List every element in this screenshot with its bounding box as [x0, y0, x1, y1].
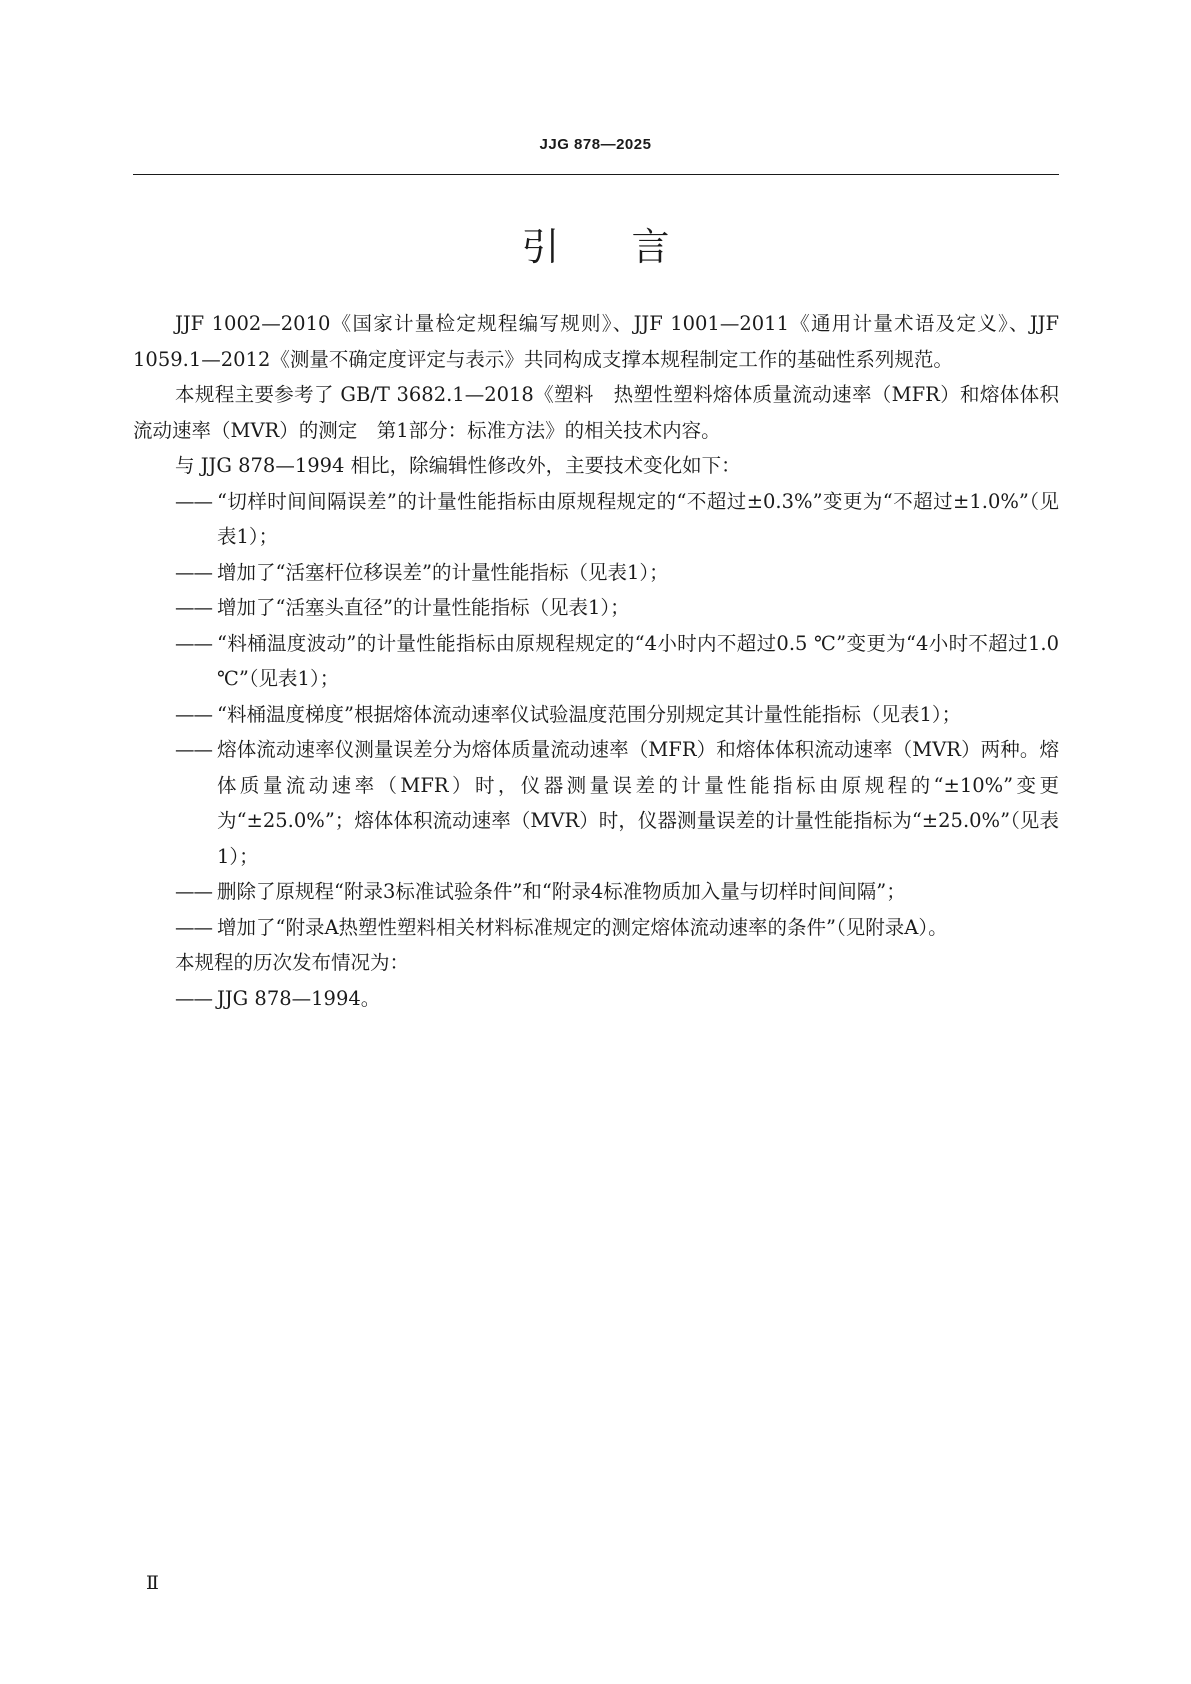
intro-paragraph-references: JJF 1002—2010《国家计量检定规程编写规则》、JJF 1001—2011《通用计量术语及定义》、JJF 1059.1—2012《测量不确定度评定与表示》共同构成支撑本规程制定工作的基础性系列规范。 — [133, 312, 1059, 371]
change-item — [133, 555, 1059, 591]
dash-mark: —— — [175, 489, 212, 513]
document-code-header: JJG 878—2025 — [539, 136, 652, 153]
history-lead-paragraph: 本规程的历次发布情况为： — [175, 951, 410, 974]
dash-mark: —— — [175, 631, 212, 655]
change-item — [133, 874, 1059, 910]
change-item — [133, 732, 1059, 874]
change-item-text: “切样时间间隔误差”的计量性能指标由原规程规定的“不超过±0.3%”变更为“不超过±1.0%”（见表1）； — [217, 489, 1059, 548]
history-item — [133, 981, 1059, 1017]
change-item — [133, 626, 1059, 697]
change-item-text: 增加了“活塞杆位移误差”的计量性能指标（见表1）； — [217, 560, 669, 584]
header-rule — [133, 174, 1059, 175]
dash-mark: —— — [175, 596, 212, 619]
intro-paragraph-changes-lead: 与 JJG 878—1994 相比，除编辑性修改外，主要技术变化如下： — [175, 454, 741, 477]
change-item — [133, 590, 1059, 626]
document-body — [133, 306, 1059, 1016]
dash-mark: —— — [175, 560, 212, 584]
change-item-text: 熔体流动速率仪测量误差分为熔体质量流动速率（MFR）和熔体体积流动速率（MVR）两种。熔体质量流动速率（MFR）时，仪器测量误差的计量性能指标由原规程的“±10%”变更为“±25.0%”；熔体体积流动速率（MVR）时，仪器测量误差的计量性能指标为“±25.0%”（见表1）； — [217, 738, 1059, 868]
change-item-text: 删除了原规程“附录3标准试验条件”和“附录4标准物质加入量与切样时间间隔”； — [217, 880, 906, 903]
change-item — [133, 910, 1059, 946]
change-item-text: 增加了“附录A热塑性塑料相关材料标准规定的测定熔体流动速率的条件”（见附录A）。 — [217, 915, 948, 939]
change-item-text: “料桶温度波动”的计量性能指标由原规程规定的“4小时内不超过0.5 ℃”变更为“4小时不超过1.0 ℃”（见表1）； — [217, 631, 1059, 690]
dash-mark: —— — [175, 880, 212, 903]
dash-mark: —— — [175, 915, 212, 939]
history-item-text: JJG 878—1994。 — [217, 986, 381, 1010]
page-number: Ⅱ — [146, 1572, 159, 1594]
change-item-text: 增加了“活塞头直径”的计量性能指标（见表1）； — [217, 596, 630, 619]
change-item — [133, 697, 1059, 733]
change-item — [133, 484, 1059, 555]
dash-mark: —— — [175, 738, 212, 761]
intro-paragraph-basis: 本规程主要参考了 GB/T 3682.1—2018《塑料 热塑性塑料熔体质量流动速率（MFR）和熔体体积流动速率（MVR）的测定 第1部分：标准方法》的相关技术内容。 — [133, 383, 1059, 442]
dash-mark: —— — [175, 702, 212, 726]
dash-mark: —— — [175, 986, 212, 1010]
page-title: 引言 — [521, 225, 742, 269]
change-item-text: “料桶温度梯度”根据熔体流动速率仪试验温度范围分别规定其计量性能指标（见表1）； — [217, 702, 962, 726]
